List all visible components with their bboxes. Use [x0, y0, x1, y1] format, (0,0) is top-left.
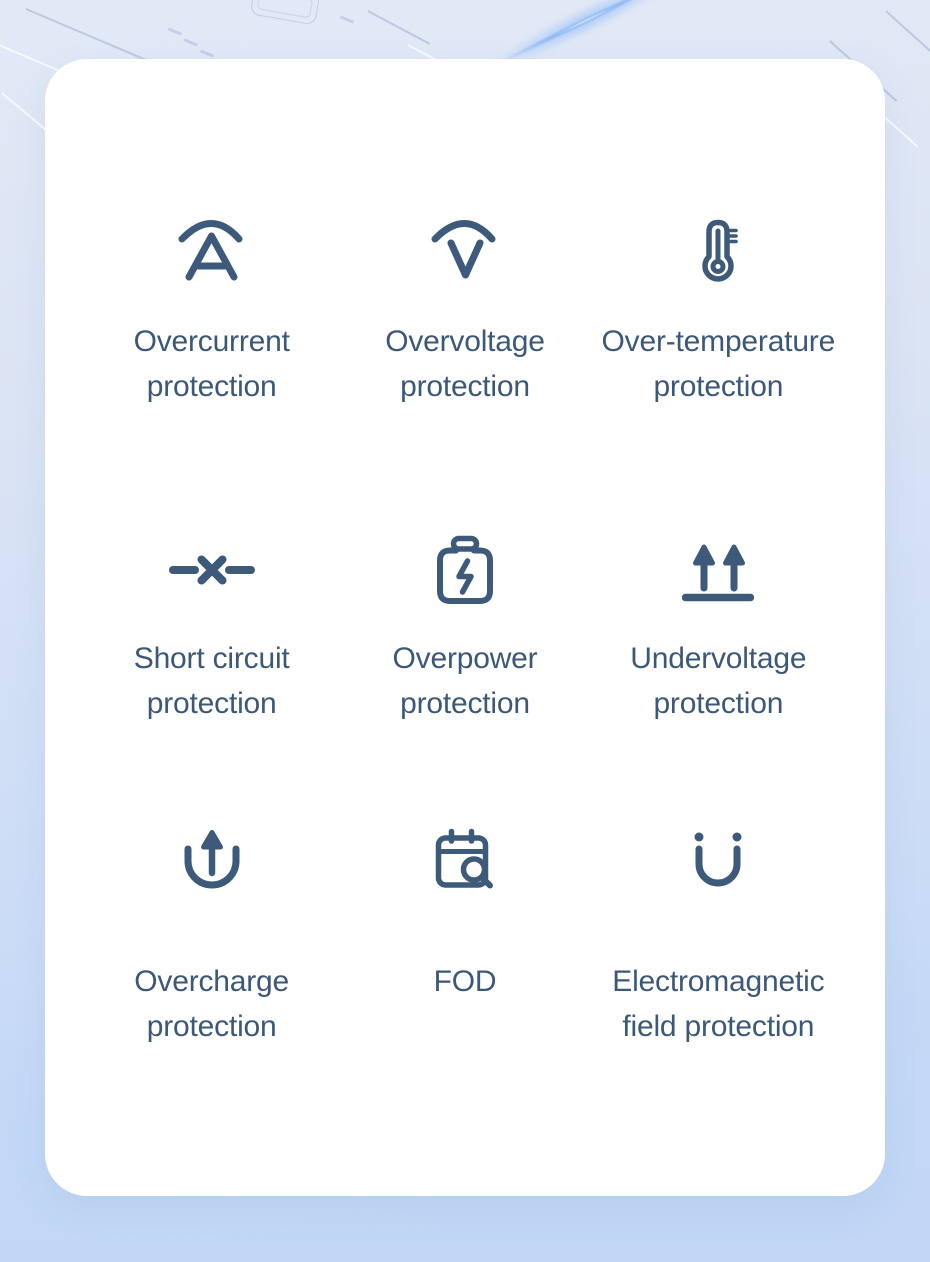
feature-cell-fod — [338, 827, 591, 1049]
feature-label-line: Overcurrent — [133, 325, 290, 358]
feature-label — [134, 636, 290, 726]
feature-label-line: Electromagnetic — [612, 965, 825, 998]
chip-inner-decoration — [257, 0, 314, 19]
feature-cell-overvoltage — [338, 217, 591, 534]
overvoltage-volt-arc-icon — [429, 217, 501, 289]
feature-label-line: field protection — [622, 1010, 815, 1043]
circuit-trace-decoration — [885, 10, 930, 51]
feature-label-line: FOD — [433, 965, 497, 998]
features-card — [45, 59, 885, 1196]
feature-label-line: Overvoltage — [385, 325, 545, 358]
feature-label — [134, 319, 290, 409]
circuit-trace-decoration — [26, 8, 155, 64]
u-shape-up-arrow-icon — [176, 827, 248, 899]
feature-cell-overcharge — [85, 827, 338, 1049]
overcurrent-ampere-arc-icon — [176, 217, 248, 289]
magnet-dots-icon — [682, 827, 754, 899]
feature-label — [393, 636, 538, 726]
feature-label — [612, 959, 824, 1049]
feature-label — [602, 319, 836, 409]
circuit-dash-decoration — [200, 49, 214, 57]
battery-lightning-icon — [429, 534, 501, 606]
feature-label-line: Overcharge — [134, 965, 290, 998]
feature-label-line: protection — [146, 687, 277, 720]
circuit-dash-decoration — [184, 38, 198, 46]
feature-label-line: Short circuit — [133, 642, 290, 675]
features-row-2 — [85, 534, 845, 827]
features-grid — [45, 59, 885, 1049]
circuit-dash-decoration — [340, 15, 354, 23]
feature-label-line: Overpower — [392, 642, 538, 675]
thermometer-icon — [682, 217, 754, 289]
feature-label-line: protection — [400, 687, 530, 720]
light-streak — [505, 0, 666, 62]
feature-label-line: protection — [653, 370, 784, 403]
feature-label-line: Undervoltage — [630, 642, 807, 675]
feature-label-line: protection — [400, 370, 530, 403]
feature-cell-electromagnetic — [592, 827, 845, 1049]
feature-cell-over-temperature — [592, 217, 845, 534]
features-row-3 — [85, 827, 845, 1049]
feature-label-line: protection — [146, 1010, 277, 1043]
feature-label-line: Over-temperature — [601, 325, 836, 358]
feature-label — [434, 959, 497, 1004]
calendar-magnifier-icon — [429, 827, 501, 899]
feature-label — [134, 959, 289, 1049]
feature-cell-undervoltage — [592, 534, 845, 827]
chip-outline-decoration — [250, 0, 321, 25]
feature-cell-overpower — [338, 534, 591, 827]
double-up-arrows-icon — [682, 534, 754, 606]
broken-line-x-icon — [168, 534, 256, 606]
circuit-trace-decoration — [368, 10, 431, 44]
feature-label — [385, 319, 545, 409]
feature-label-line: protection — [146, 370, 277, 403]
feature-label-line: protection — [653, 687, 784, 720]
feature-cell-overcurrent — [85, 217, 338, 534]
features-row-1 — [85, 217, 845, 534]
feature-cell-short-circuit — [85, 534, 338, 827]
feature-label — [630, 636, 806, 726]
circuit-dash-decoration — [168, 27, 182, 35]
